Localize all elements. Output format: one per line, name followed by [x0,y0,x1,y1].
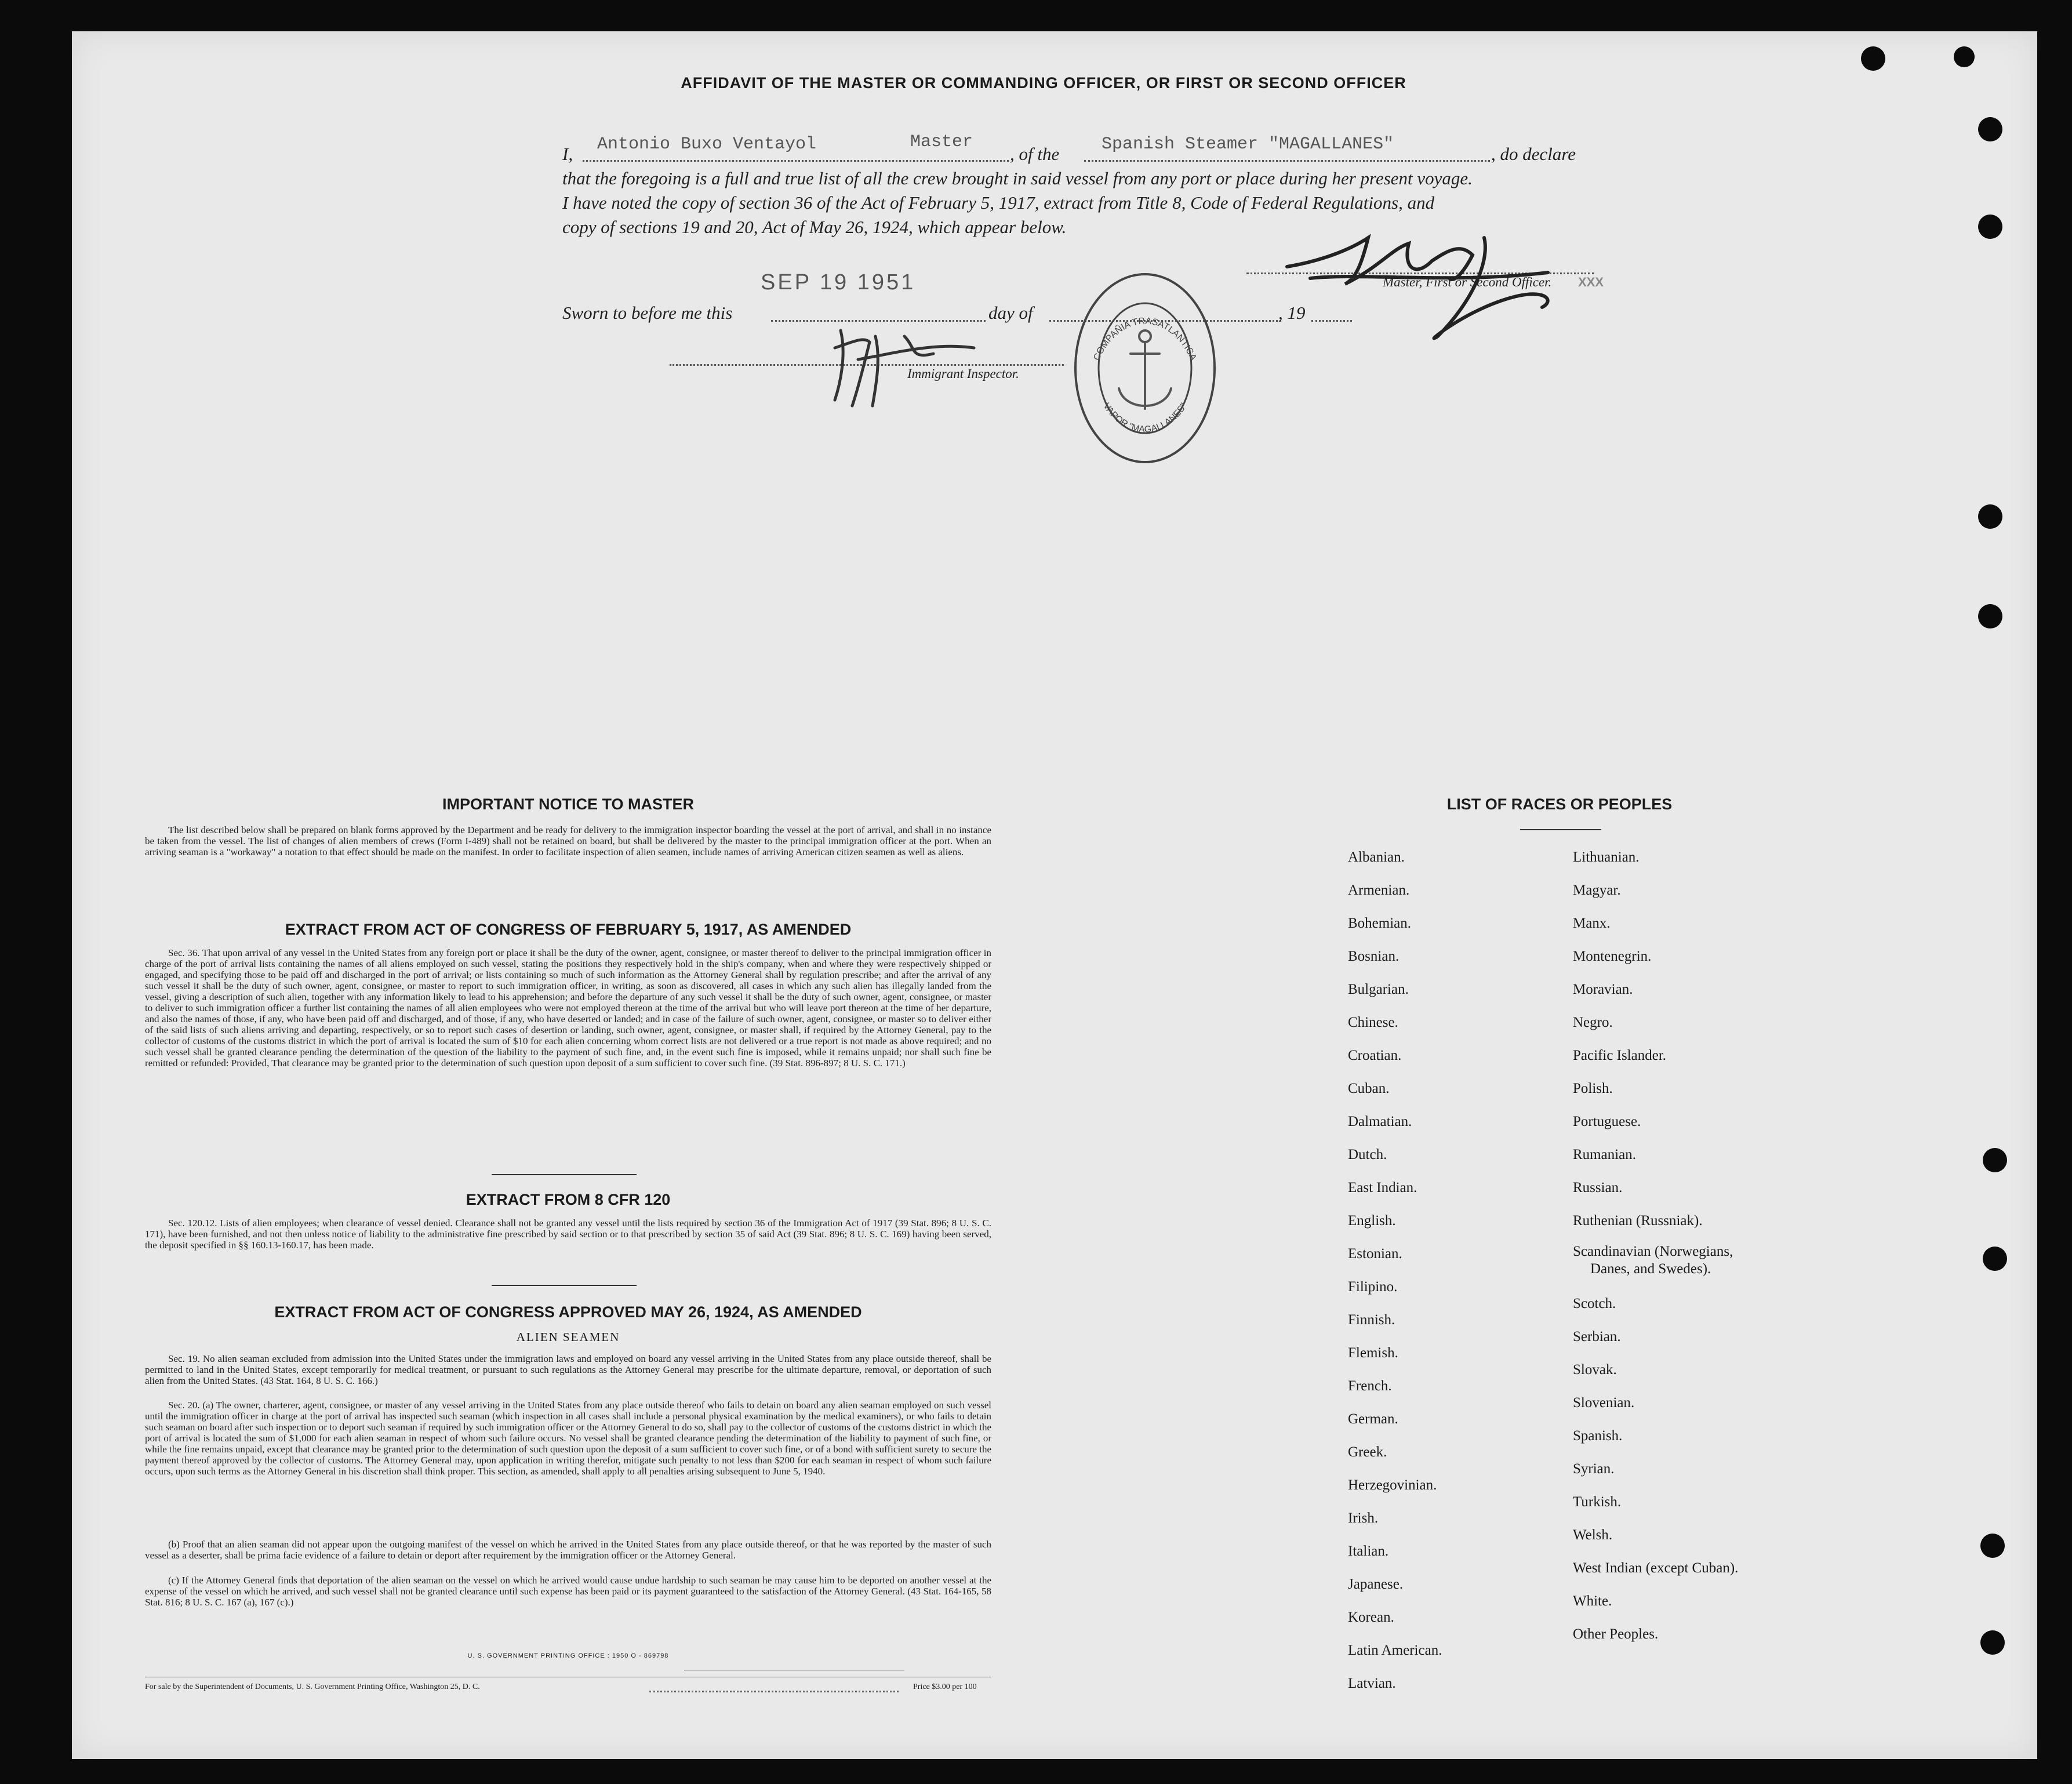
race-item: Italian. [1348,1543,1389,1559]
date-stamp: SEP 19 1951 [761,270,916,295]
race-item: Irish. [1348,1510,1379,1526]
name-blank [583,160,1009,162]
anchor-icon [1119,330,1171,409]
punch-hole [1978,215,2002,239]
race-item: Latin American. [1348,1643,1442,1658]
extract-1924-title: EXTRACT FROM ACT OF CONGRESS APPROVED MAY 26, 1924, AS AMENDED [274,1303,862,1321]
of-the-label: , of the [1010,144,1060,164]
race-item: English. [1348,1213,1396,1229]
affidavit-intro: I, [562,144,573,164]
race-item: Moravian. [1573,982,1633,997]
race-item: Finnish. [1348,1312,1395,1328]
race-item: Russian. [1573,1180,1623,1196]
inspector-label: Immigrant Inspector. [907,366,1019,381]
race-item: Negro. [1573,1015,1613,1030]
race-item: Flemish. [1348,1345,1398,1361]
race-item: White. [1573,1593,1612,1609]
affidavit-title: AFFIDAVIT OF THE MASTER OR COMMANDING OFFICER, OR FIRST OR SECOND OFFICER [681,74,1406,92]
inspector-signature [817,319,980,412]
sec-19-text: Sec. 19. No alien seaman excluded from admission into the United States under the immigration laws and employed on board any vessel arriving in the United States from any place outside thereof, shall be permitted to land in the United States, except temporarily for medical treatment, or pursuant to such regulations as the Attorney General may prescribe for the ultimate departure, removal, or deportation of such alien from the United States. (43 Stat. 164, 8 U. S. C. 166.) [145,1353,991,1386]
race-item: Montenegrin. [1573,949,1652,964]
typed-xx: XXX [1578,275,1604,289]
race-item: Estonian. [1348,1246,1402,1262]
race-item: Danes, and Swedes). [1590,1261,1711,1277]
race-item: Armenian. [1348,882,1410,898]
extract-cfr-body: Sec. 120.12. Lists of alien employees; when clearance of vessel denied. Clearance shall not be granted any vessel until the lists required by section 36 of the Immigration Act of 1917 (39 Stat. 896; 8 U. S. C. 171), have been furnished, and not then unless notice of liability to the administrative fine prescribed by said section or to that prescribed by section 35 of said Act (39 Stat. 896; 8 U. S. C. 169) having been served, the deposit specified in §§ 160.13-160.17, has been made. [145,1218,991,1251]
footer-leader-dots [649,1683,899,1692]
punch-hole [1978,117,2002,141]
race-item: Albanian. [1348,849,1405,865]
races-title-rule [1520,829,1601,830]
race-item: Bulgarian. [1348,982,1409,997]
race-item: Spanish. [1573,1428,1623,1444]
master-signature-label: Master, First or Second Officer. [1383,275,1552,289]
race-item: Korean. [1348,1609,1394,1625]
year-prefix: , 19 [1278,303,1306,323]
race-item: Other Peoples. [1573,1626,1659,1642]
race-item: Lithuanian. [1573,849,1640,865]
race-item: Croatian. [1348,1048,1402,1063]
race-item: Chinese. [1348,1015,1398,1030]
race-item: Latvian. [1348,1676,1396,1691]
race-item: Cuban. [1348,1081,1390,1096]
race-item: Bohemian. [1348,915,1412,931]
race-item: Welsh. [1573,1527,1613,1543]
race-item: Japanese. [1348,1576,1404,1592]
race-item: Greek. [1348,1444,1387,1460]
race-item: Syrian. [1573,1461,1615,1477]
race-item: Filipino. [1348,1279,1398,1295]
race-item: Polish. [1573,1081,1613,1096]
company-seal [1067,267,1223,470]
extract-1917-title: EXTRACT FROM ACT OF CONGRESS OF FEBRUARY 5, 1917, AS AMENDED [285,921,852,938]
affidavit-line-3: I have noted the copy of section 36 of the Act of February 5, 1917, extract from Title 8, Code of Federal Regulations, and [562,192,1435,213]
race-item: East Indian. [1348,1180,1417,1196]
divider [492,1174,637,1175]
race-item: Pacific Islander. [1573,1048,1667,1063]
race-item: Herzegovinian. [1348,1477,1437,1493]
extract-cfr-title: EXTRACT FROM 8 CFR 120 [466,1191,671,1208]
master-rank: Master [910,132,973,152]
notice-body: The list described below shall be prepared on blank forms approved by the Department and be ready for delivery to the immigration inspector boarding the vessel at the port of arrival, and shall in no instance be taken from the vessel. The list of changes of alien members of crews (Form I-489) shall not be retained on board, but shall be delivered by the master to the principal immigration officer at the port. When an arriving seaman is a "workaway" a notation to that effect should be made on the manifest. In order to facilitate inspection of alien seamen, include names of arriving American citizen seamen as well as aliens. [145,824,991,858]
races-right-column [1573,841,1921,1651]
race-item: Magyar. [1573,882,1621,898]
alien-seamen-subtitle: ALIEN SEAMEN [516,1330,620,1344]
affidavit-line-2: that the foregoing is a full and true list of all the crew brought in said vessel from any port or place during her present voyage. [562,168,1473,188]
vessel-name: Spanish Steamer "MAGALLANES" [1102,135,1394,154]
punch-hole [1980,1534,2005,1558]
master-name: Antonio Buxo Ventayol [597,135,817,154]
race-item: Dutch. [1348,1147,1387,1162]
race-item: Slovenian. [1573,1395,1635,1411]
affidavit-line-4: copy of sections 19 and 20, Act of May 26, 1924, which appear below. [562,217,1067,237]
divider [492,1285,637,1286]
seal-bottom-text: VAPOR "MAGALLANES" [1101,401,1189,435]
sale-notice: For sale by the Superintendent of Documents, U. S. Government Printing Office, Washington 25, D. C. [145,1683,480,1691]
race-item: German. [1348,1411,1398,1427]
race-item: Manx. [1573,915,1611,931]
race-item: Slovak. [1573,1362,1617,1378]
declare-label: , do declare [1491,144,1576,164]
sworn-year-blank [1311,320,1352,322]
races-left-column [1348,841,1568,1700]
extract-1917-body: Sec. 36. That upon arrival of any vessel in the United States from any foreign port or place it shall be the duty of the owner, agent, consignee, or master thereof to deliver to the principal immigration officer in charge of the port of arrival lists containing the names of all aliens employed on such vessel, stating the positions they respectively hold in the ship's company, when and where they were respectively shipped or engaged, and specifying those to be paid off and discharged in the port of arrival; or lists containing so much of such information as the Attorney General shall by regulation prescribe; and after the arrival of any such vessel it shall be the duty of such owner, agent, consignee, or master to report to such immigration officer, in writing, as soon as discovered, all cases in which any such alien has illegally landed from the vessel, giving a description of such alien, together with any information likely to lead to his apprehension; and before the departure of any such vessel it shall be the duty of such owner, agent, consignee, or master to deliver to such immigration officer a further list containing the names of all alien employees who were not employed thereon at the time of the arrival but who will leave port thereon at the time of her departure, and also the names of those, if any, who have been paid off and discharged, and of those, if any, who have deserted or landed; and in case of the failure of such owner, agent, consignee, or master so to deliver either of the said lists of such aliens arriving and departing, respectively, or so to report such cases of desertion or landing, such owner, agent, consignee, or master shall, if required by the Attorney General, pay to the collector of customs of the customs district in which the port of arrival is located the sum of $10 for each alien concerning whom correct lists are not delivered or a true report is not made as above required; and no such vessel shall be granted clearance pending the determination of the question of the liability to the payment of such fine, and, in the event such fine is imposed, while it remains unpaid; nor shall such fine be remitted or refunded: Provided, That clearance may be granted prior to the determination of such question upon deposit of a sum sufficient to cover such fine. (39 Stat. 896-897; 8 U. S. C. 171.) [145,947,991,1069]
race-item: Turkish. [1573,1494,1622,1510]
sec-20a-text: Sec. 20. (a) The owner, charterer, agent, consignee, or master of any vessel arriving in the United States from any place outside thereof who fails to detain on board any alien seaman employed on such vessel until the immigration officer in charge at the port of arrival has inspected such seaman (which inspection in all cases shall include a personal physical examination by the medical examiners), or who fails to detain such seaman on board after such inspection or to deport such seaman if required by such immigration officer or the Attorney General to do so, shall pay to the collector of customs of the customs district in which the port of arrival is located the sum of $1,000 for each alien seaman in respect of whom such failure occurs. No vessel shall be granted clearance pending the determination of the liability to payment of such fine, or while the fine remains unpaid, except that clearance may be granted prior to the determination of such question upon the deposit of a sum sufficient to cover such fine, or of a bond with sufficient surety to secure the payment thereof approved by the collector of customs. The Attorney General may, upon application in writing therefor, mitigate such penalty to not less than $200 for each seaman in respect of whom such failure occurs, upon such terms as the Attorney General in his discretion shall think proper. This section, as amended, shall apply to all penalties arising subsequent to June 5, 1940. [145,1400,991,1477]
notice-title: IMPORTANT NOTICE TO MASTER [442,795,694,813]
sec-20b-text: (b) Proof that an alien seaman did not appear upon the outgoing manifest of the vessel on which he arrived in the United States from any place outside thereof, or that he was reported by the master of such vessel as a deserter, shall be prima facie evidence of a failure to detain or deport after requirement by the immigration officer or the Attorney General. [145,1539,991,1561]
punch-hole [1980,1630,2005,1655]
punch-hole [1983,1247,2007,1271]
race-item: Ruthenian (Russniak). [1573,1213,1703,1229]
vessel-blank [1084,160,1490,162]
race-item: Scandinavian (Norwegians, [1573,1244,1733,1259]
punch-hole [1978,504,2002,529]
day-of-label: day of [988,303,1033,323]
price-notice: Price $3.00 per 100 [913,1683,977,1691]
race-item: Portuguese. [1573,1114,1641,1129]
punch-hole [1983,1148,2007,1172]
punch-hole [1954,46,1975,67]
seal-top-text: COMPAÑIA TRASATLANTICA [1092,316,1198,362]
gpo-imprint: U. S. GOVERNMENT PRINTING OFFICE : 1950 O - 869798 [467,1652,669,1659]
race-item: Bosnian. [1348,949,1399,964]
race-item: Serbian. [1573,1329,1621,1345]
race-item: Rumanian. [1573,1147,1637,1162]
punch-hole [1861,46,1885,71]
sec-20c-text: (c) If the Attorney General finds that deportation of the alien seaman on the vessel on which he arrived would cause undue hardship to such seaman he may cause him to be deported on another vessel at the expense of the vessel on which he arrived, and such vessel shall not be granted clearance until such expense has been paid or its payment guaranteed to the satisfaction of the Attorney General. (43 Stat. 164-165, 58 Stat. 816; 8 U. S. C. 167 (a), 167 (c).) [145,1575,991,1608]
race-item: Scotch. [1573,1296,1616,1311]
sworn-label: Sworn to before me this [562,303,733,323]
punch-hole [1978,604,2002,628]
race-item: French. [1348,1378,1392,1394]
race-item: West Indian (except Cuban). [1573,1560,1739,1576]
race-item: Dalmatian. [1348,1114,1412,1129]
races-title: LIST OF RACES OR PEOPLES [1446,795,1673,813]
